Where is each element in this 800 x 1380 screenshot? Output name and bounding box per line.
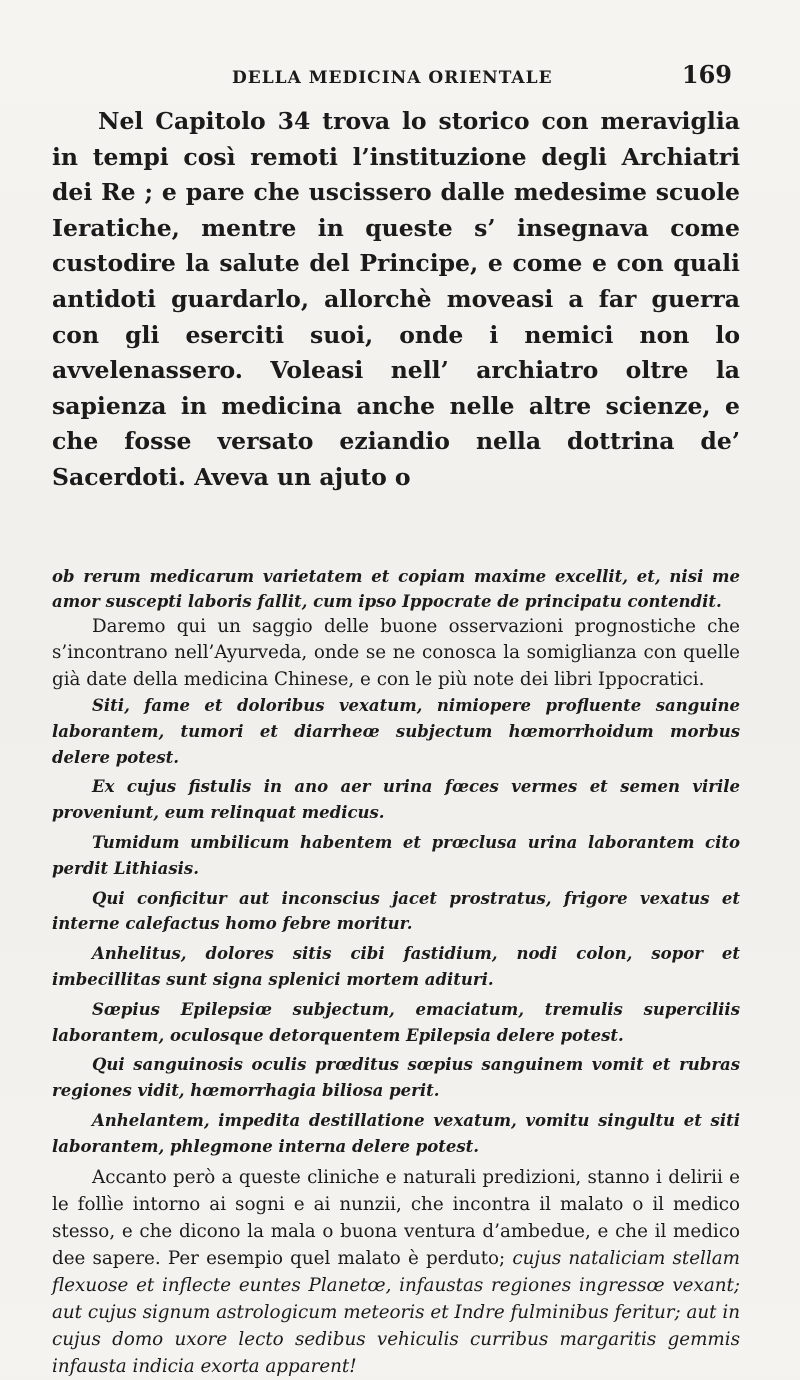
page-number: 169: [681, 60, 732, 89]
aphorism: Qui conficitur aut inconscius jacet prostratus, frigore vexatus et interne calefactus homo febre moritur.: [52, 888, 740, 934]
aphorism: Anhelitus, dolores sitis cibi fastidium, nodi colon, sopor et imbecillitas sunt signa splenici mortem adituri.: [52, 944, 740, 989]
aphorism: Qui sanguinosis oculis prœditus sœpius sanguinem vomit et rubras regiones vidit, hœmorrhagia biliosa perit.: [52, 1055, 740, 1101]
aphorism: Tumidum umbilicum habentem et prœclusa urina laborantem cito perdit Lithiasis.: [52, 833, 740, 878]
main-text: [52, 104, 740, 496]
closing-italic-text: cujus nataliciam stellam flexuose et inflecte euntes Planetœ, infaustas regiones ingressœ vexant; aut cujus signum astrologicum meteoris et Indre fulminibus feritur; aut in cujus domo uxore lecto sedibus vehiculis curribus margaritis gemmis infausta indicia exorta apparent!: [52, 1247, 740, 1377]
running-head: [52, 60, 740, 100]
aphorism: Anhelantem, impedita destillatione vexatum, vomitu singultu et siti laborantem, phlegmone interna delere potest.: [52, 1110, 740, 1156]
closing-paragraph: [52, 1164, 740, 1380]
aphorism-list: [52, 693, 740, 1160]
aphorism: Sœpius Epilepsiœ subjectum, emaciatum, tremulis superciliis laborantem, oculosque detorquentem Epilepsia delere potest.: [52, 999, 740, 1045]
main-paragraph: Nel Capitolo 34 trova lo storico con meraviglia in tempi così remoti l’instituzione degli Archiatri dei Re ; e pare che uscissero dalle medesime scuole Ieratiche, mentre in queste s’ insegnava come custodire la salute del Principe, e come e con quali antidoti guardarlo, allorchè moveasi a far guerra con gli eserciti suoi, onde i nemici non lo avvelenassero. Voleasi nell’ archiatro oltre la sapienza in medicina anche nelle altre scienze, e che fosse versato eziandio nella dottrina de’ Sacerdoti. Aveva un ajuto o: [52, 107, 740, 491]
blank-gap: [52, 496, 740, 564]
latin-quotation: ob rerum medicarum varietatem et copiam maxime excellit, et, nisi me amor suscepti laboris fallit, cum ipso Ippocrate de principatu contendit.: [52, 566, 740, 611]
intro-paragraph: Daremo qui un saggio delle buone osservazioni prognostiche che s’incontrano nell’Ayurveda, onde se ne conosca la somiglianza con quelle già date della medicina Chinese, e con le più note dei libri Ippocratici.: [52, 615, 740, 690]
closing-roman-text: Accanto però a queste cliniche e naturali predizioni, stanno i delirii e le follìe intorno ai sogni e ai nunzii, che incontra il malato o il medico stesso, e che dicono la mala o buona ventura d’ambedue, e che il medico dee sapere. Per esempio quel malato è perduto;: [52, 1166, 740, 1269]
aphorism: Ex cujus fistulis in ano aer urina fœces vermes et semen virile proveniunt, eum relinquat medicus.: [52, 777, 740, 823]
aphorism: Siti, fame et doloribus vexatum, nimiopere profluente sanguine laborantem, tumori et diarrheœ subjectum hœmorrhoidum morbus delere potest.: [52, 696, 740, 767]
running-title: DELLA MEDICINA ORIENTALE: [232, 68, 553, 88]
